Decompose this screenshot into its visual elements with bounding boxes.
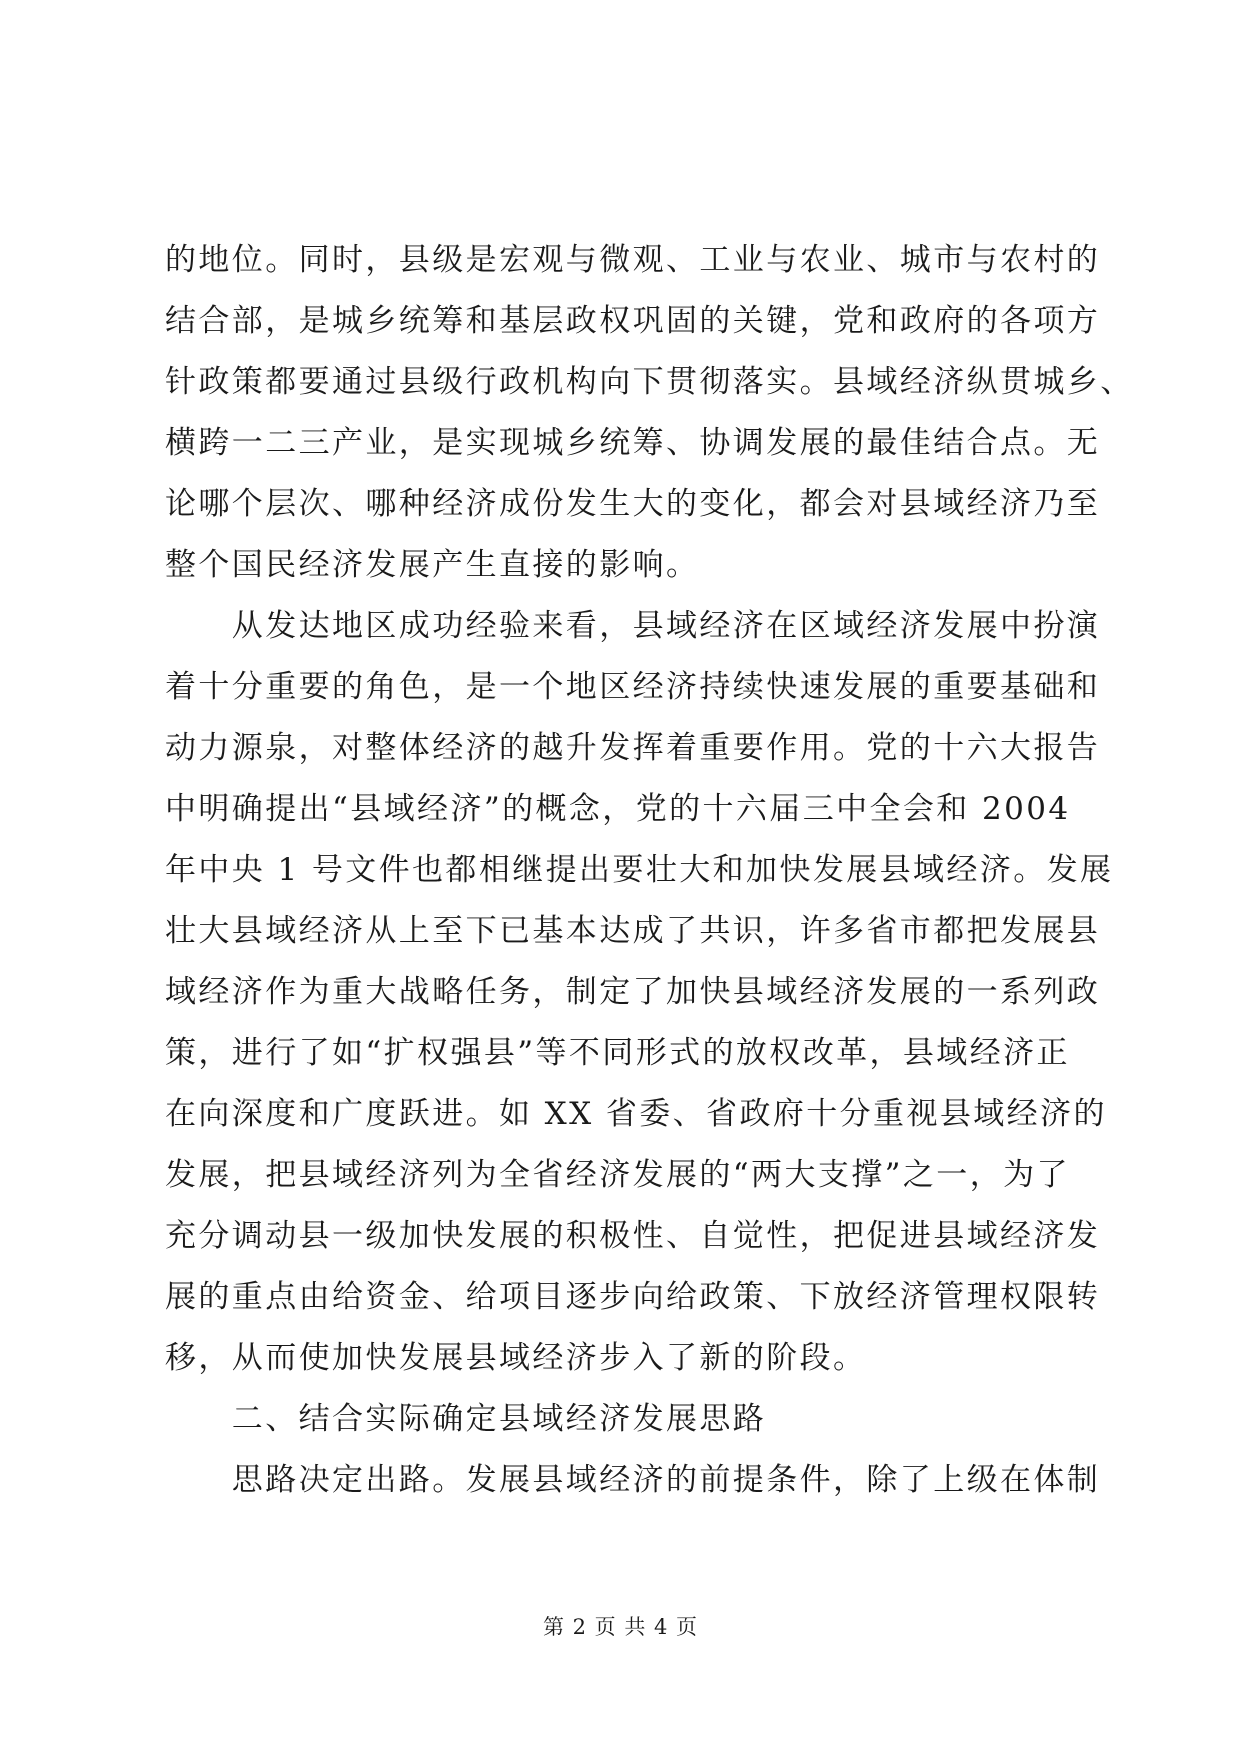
text-line: 移，从而使加快发展县域经济步入了新的阶段。 [165, 1340, 867, 1376]
text-line: 展的重点由给资金、给项目逐步向给政策、下放经济管理权限转 [165, 1279, 1101, 1315]
text-line: 域经济作为重大战略任务，制定了加快县域经济发展的一系列政 [165, 974, 1101, 1010]
body-text [165, 230, 1134, 1511]
section-heading: 二、结合实际确定县域经济发展思路 [165, 1401, 767, 1437]
text-line: 充分调动县一级加快发展的积极性、自觉性，把促进县域经济发 [165, 1218, 1101, 1254]
text-line: 整个国民经济发展产生直接的影响。 [165, 547, 700, 583]
text-line: 动力源泉，对整体经济的越升发挥着重要作用。党的十六大报告 [165, 730, 1101, 766]
text-line: 的地位。同时，县级是宏观与微观、工业与农业、城市与农村的 [165, 242, 1101, 278]
text-line: 在向深度和广度跃进。如 XX 省委、省政府十分重视县域经济的 [165, 1096, 1107, 1132]
text-line: 结合部，是城乡统筹和基层政权巩固的关键，党和政府的各项方 [165, 303, 1101, 339]
text-line: 年中央 1 号文件也都相继提出要壮大和加快发展县域经济。发展 [165, 852, 1114, 888]
text-line: 中明确提出“县域经济”的概念，党的十六届三中全会和 2004 [165, 791, 1071, 827]
text-line: 发展，把县域经济列为全省经济发展的“两大支撑”之一，为了 [165, 1157, 1070, 1193]
text-line: 壮大县域经济从上至下已基本达成了共识，许多省市都把发展县 [165, 913, 1101, 949]
paragraph-start-line: 从发达地区成功经验来看，县域经济在区域经济发展中扮演 [165, 608, 1101, 644]
text-line: 论哪个层次、哪种经济成份发生大的变化，都会对县域经济乃至 [165, 486, 1101, 522]
paragraph-start-line: 思路决定出路。发展县域经济的前提条件，除了上级在体制 [165, 1462, 1101, 1498]
text-line: 横跨一二三产业，是实现城乡统筹、协调发展的最佳结合点。无 [165, 425, 1101, 461]
text-line: 策，进行了如“扩权强县”等不同形式的放权改革，县域经济正 [165, 1035, 1070, 1071]
text-line: 着十分重要的角色，是一个地区经济持续快速发展的重要基础和 [165, 669, 1101, 705]
page-footer: 第 2 页 共 4 页 [542, 1615, 699, 1639]
text-line: 针政策都要通过县级行政机构向下贯彻落实。县域经济纵贯城乡、 [165, 364, 1134, 400]
